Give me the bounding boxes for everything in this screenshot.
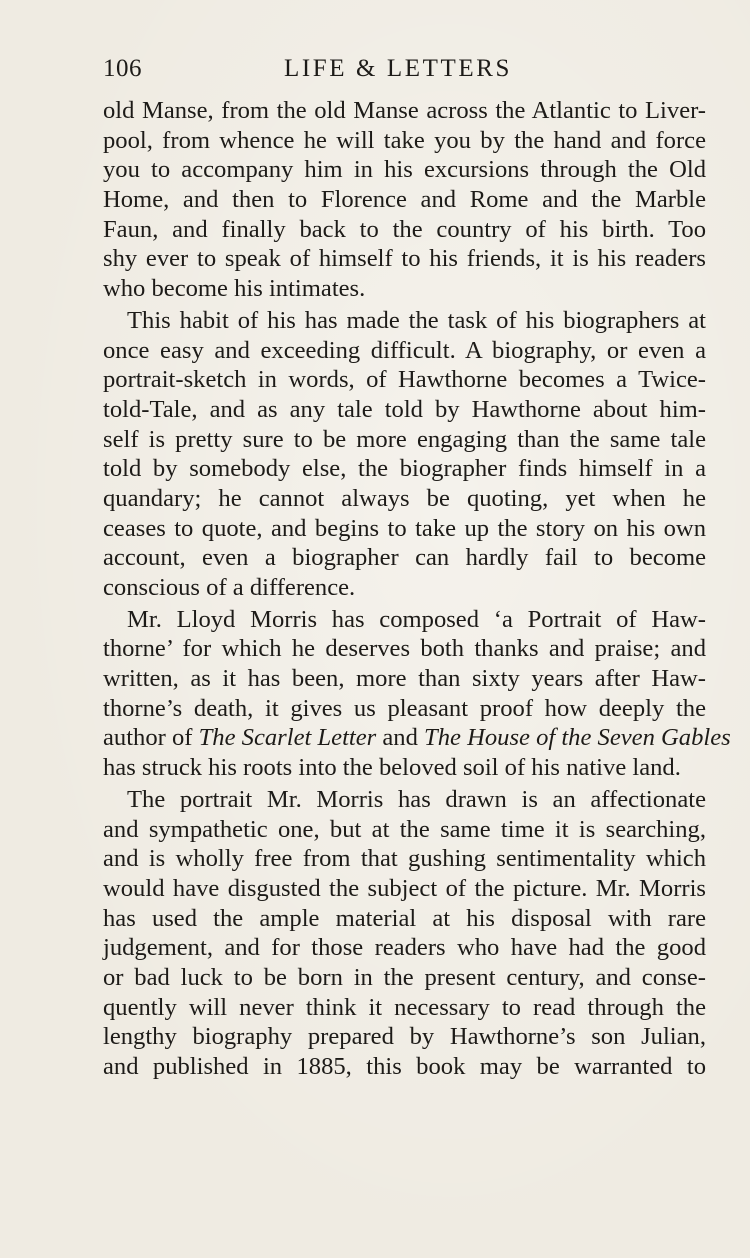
text-line: has used the ample material at his disposal with rare bbox=[103, 904, 706, 932]
body-text bbox=[103, 96, 731, 1082]
paragraph-1 bbox=[103, 96, 706, 304]
text-line-with-titles bbox=[103, 723, 731, 753]
text-line: thorne’ for which he deserves both thanks and praise; and bbox=[103, 635, 706, 663]
paragraph-3 bbox=[103, 605, 731, 783]
text-line: told by somebody else, the biographer finds himself in a bbox=[103, 455, 706, 483]
paragraph-2 bbox=[103, 306, 706, 603]
text-line: once easy and exceeding difficult. A biography, or even a bbox=[103, 336, 706, 364]
text-line: Mr. Lloyd Morris has composed ‘a Portrait of Haw- bbox=[127, 605, 706, 633]
text-line: account, even a biographer can hardly fail to become bbox=[103, 544, 706, 572]
text-line: you to accompany him in his excursions through the Old bbox=[103, 156, 706, 184]
text-line: who become his intimates. bbox=[103, 275, 366, 303]
text-line: portrait-sketch in words, of Hawthorne becomes a Twice- bbox=[103, 366, 706, 394]
text-line: Faun, and finally back to the country of his birth. Too bbox=[103, 215, 706, 243]
running-head: LIFE & LETTERS bbox=[284, 55, 513, 82]
text-line: and sympathetic one, but at the same time it is searching, bbox=[103, 815, 706, 843]
text-line: self is pretty sure to be more engaging than the same tale bbox=[103, 425, 706, 453]
text-line: has struck his roots into the beloved soil of his native land. bbox=[103, 754, 681, 782]
text-line: shy ever to speak of himself to his friends, it is his readers bbox=[103, 245, 706, 273]
text-line: and is wholly free from that gushing sentimentality which bbox=[103, 845, 706, 873]
text-line: quently will never think it necessary to read through the bbox=[103, 993, 706, 1021]
page-number: 106 bbox=[103, 55, 142, 82]
book-title-italic: The House of the Seven Gables bbox=[424, 724, 731, 752]
text-line: written, as it has been, more than sixty years after Haw- bbox=[103, 665, 706, 693]
text-line: or bad luck to be born in the present century, and conse- bbox=[103, 963, 706, 991]
text-line: conscious of a difference. bbox=[103, 574, 356, 601]
text-run: and bbox=[376, 724, 425, 752]
text-line: quandary; he cannot always be quoting, yet when he bbox=[103, 484, 706, 512]
text-line: pool, from whence he will take you by the hand and force bbox=[103, 126, 706, 154]
text-line: Home, and then to Florence and Rome and the Marble bbox=[103, 186, 706, 214]
text-line: ceases to quote, and begins to take up the story on his own bbox=[103, 514, 706, 542]
book-title-italic: The Scarlet Letter bbox=[198, 724, 377, 752]
text-run: author of bbox=[103, 724, 199, 752]
text-line: This habit of his has made the task of his biographers at bbox=[127, 306, 706, 334]
text-line: and published in 1885, this book may be warranted to bbox=[103, 1053, 706, 1080]
text-line: old Manse, from the old Manse across the Atlantic to Liver- bbox=[103, 97, 706, 124]
text-line: The portrait Mr. Morris has drawn is an affectionate bbox=[127, 785, 706, 813]
paragraph-4 bbox=[103, 785, 706, 1082]
page-header bbox=[103, 52, 706, 86]
text-line: thorne’s death, it gives us pleasant proof how deeply the bbox=[103, 694, 706, 722]
text-line: judgement, and for those readers who have had the good bbox=[103, 934, 706, 962]
text-line: told-Tale, and as any tale told by Hawthorne about him- bbox=[103, 395, 706, 423]
text-line: lengthy biography prepared by Hawthorne’s son Julian, bbox=[103, 1023, 706, 1051]
text-line: would have disgusted the subject of the picture. Mr. Morris bbox=[103, 874, 706, 902]
